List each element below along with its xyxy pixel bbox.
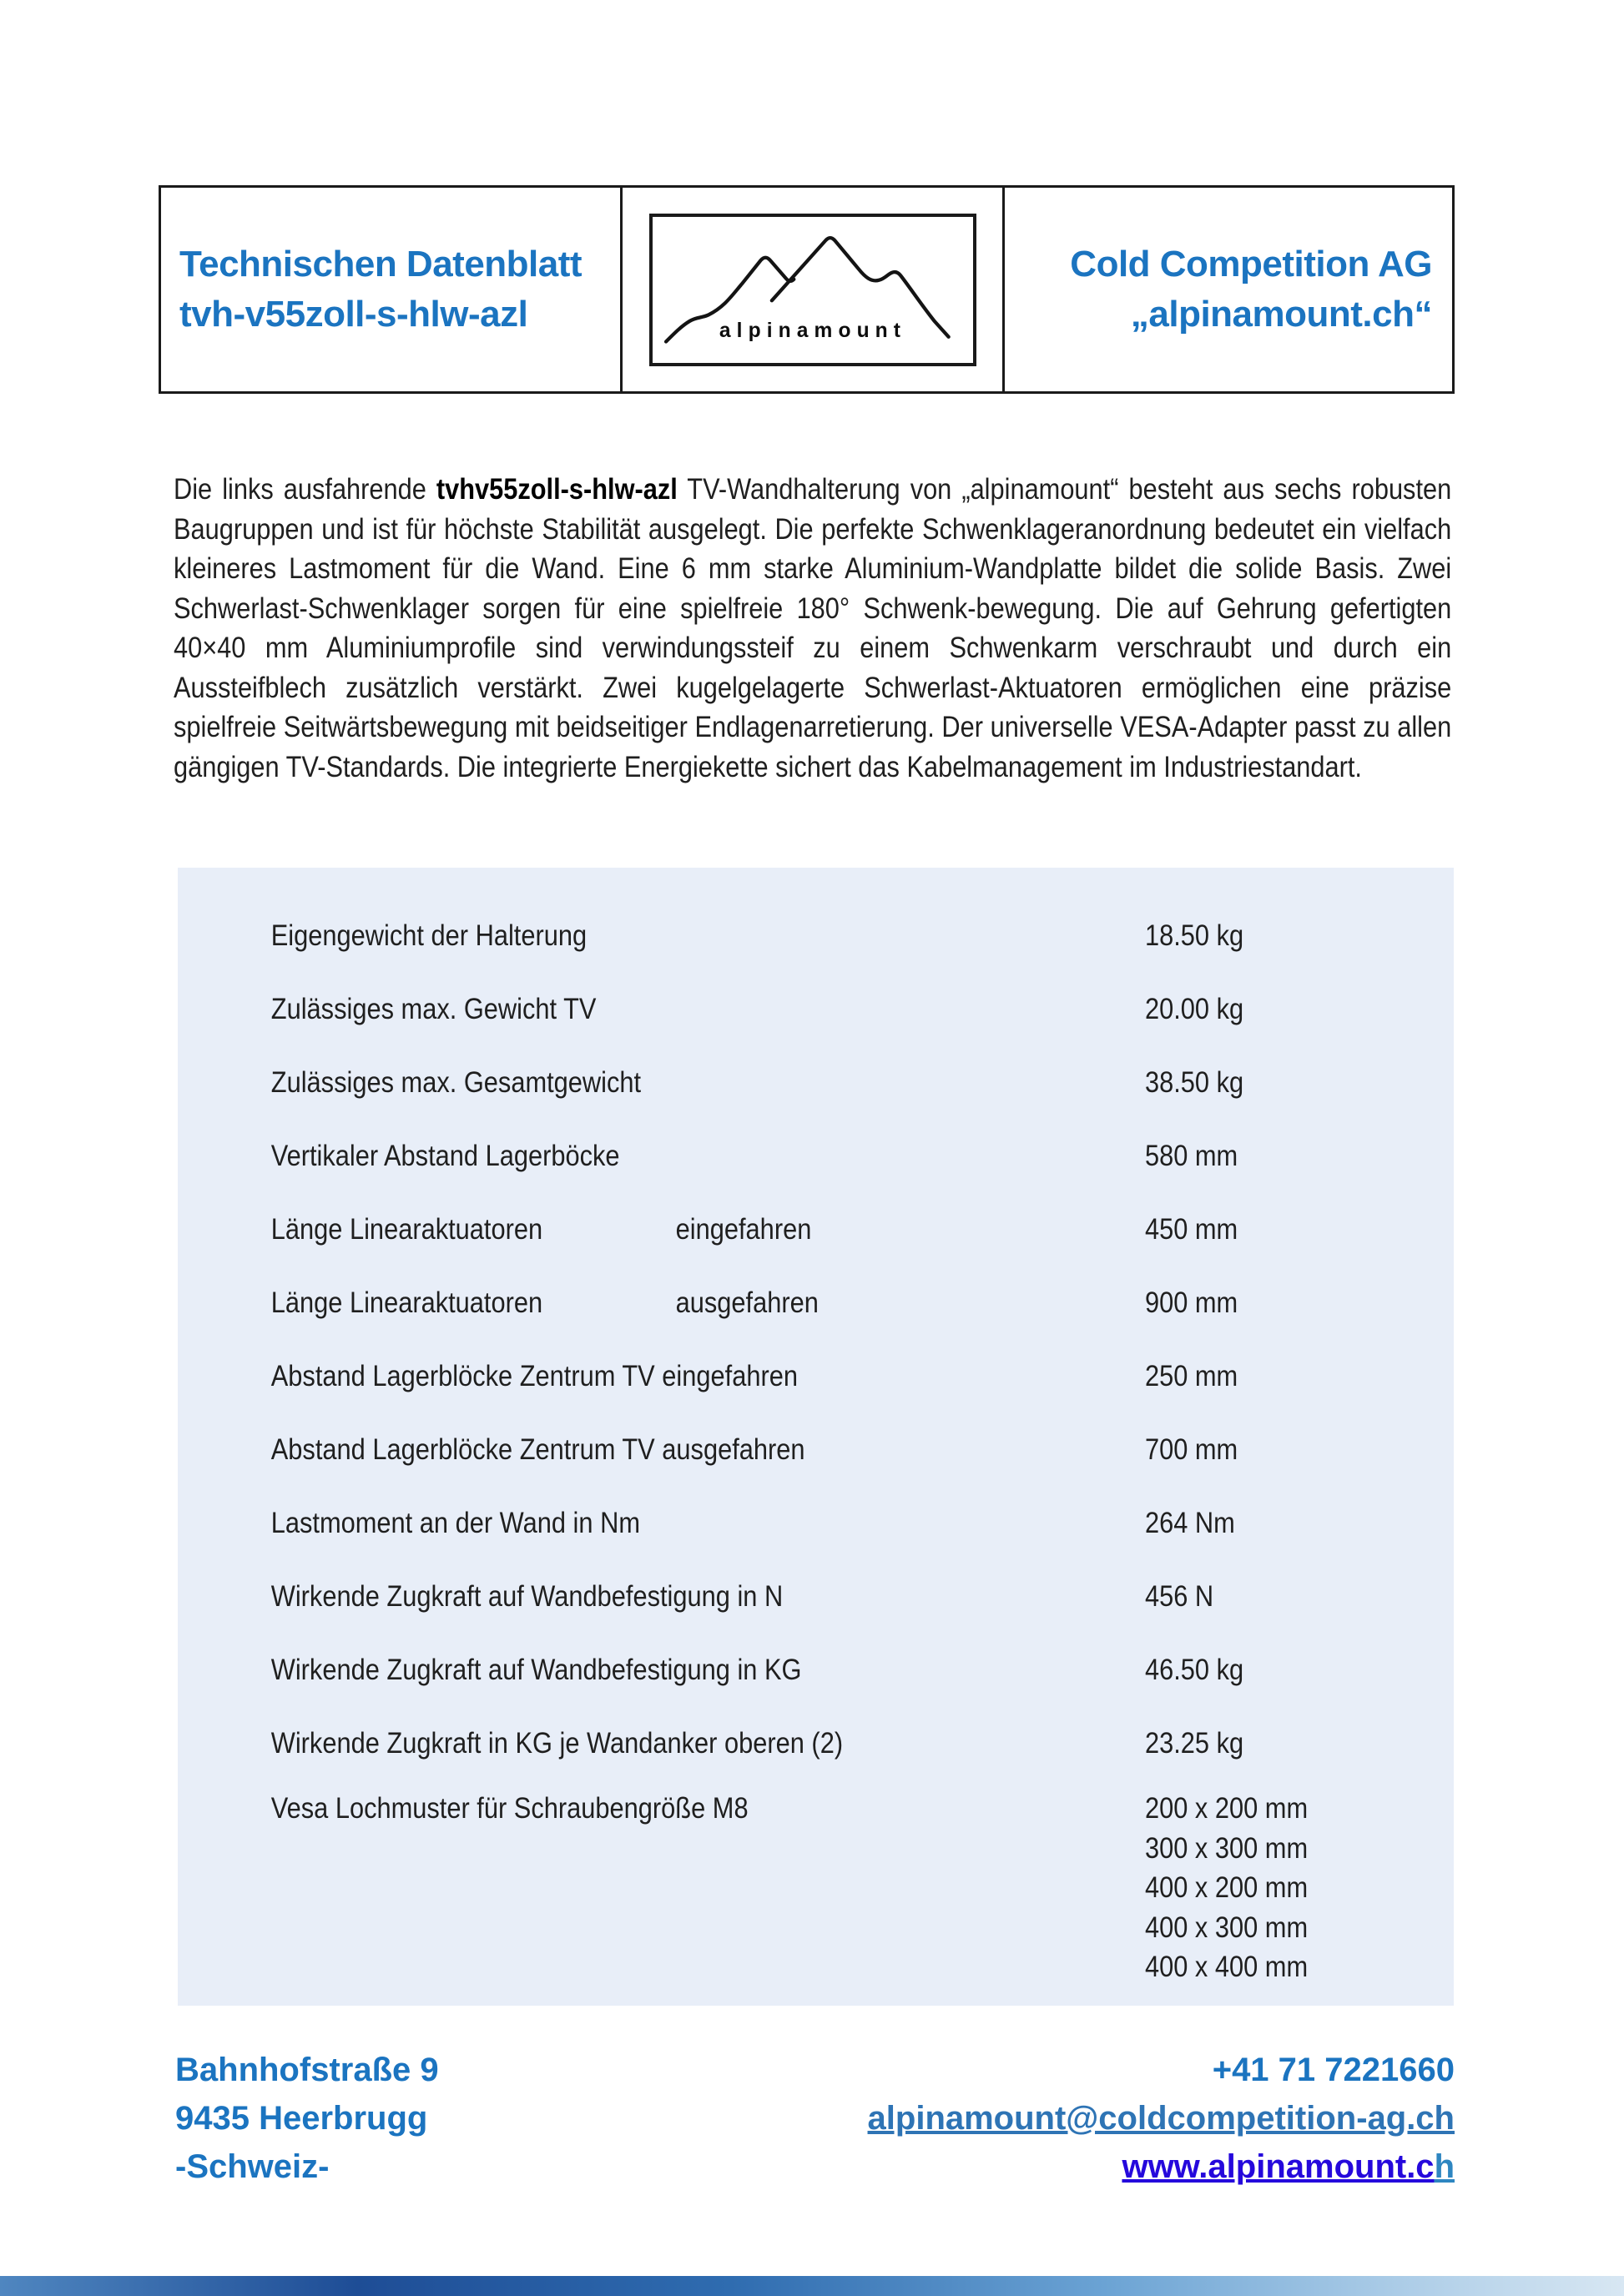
table-row bbox=[178, 1487, 1454, 1560]
spec-label: Zulässiges max. Gewicht TV bbox=[270, 993, 597, 1025]
logo-wordmark: alpinamount bbox=[719, 319, 906, 342]
document-title-line1: Technischen Datenblatt bbox=[179, 244, 583, 284]
spec-label: Wirkende Zugkraft in KG je Wandanker oberen (2) bbox=[270, 1727, 844, 1760]
header-title-cell bbox=[161, 188, 623, 391]
vesa-size: 400 x 200 mm bbox=[1144, 1871, 1309, 1904]
product-model: tvhv55zoll-s-hlw-azl bbox=[436, 473, 678, 506]
table-row bbox=[178, 1340, 1454, 1413]
spec-sublabel: eingefahren bbox=[675, 1213, 812, 1246]
spec-label: Lastmoment an der Wand in Nm bbox=[270, 1507, 640, 1539]
website-link-tail[interactable]: h bbox=[1434, 2148, 1455, 2185]
spec-label: Wirkende Zugkraft auf Wandbefestigung in N bbox=[270, 1580, 784, 1613]
spec-value: 20.00 kg bbox=[1144, 993, 1244, 1025]
website-link[interactable] bbox=[868, 2142, 1455, 2191]
table-row bbox=[178, 1634, 1454, 1707]
spec-value: 700 mm bbox=[1144, 1433, 1238, 1466]
spec-label: Abstand Lagerblöcke Zentrum TV ausgefahren bbox=[270, 1433, 805, 1466]
spec-value: 18.50 kg bbox=[1144, 919, 1244, 952]
header-box bbox=[159, 185, 1455, 394]
table-row-vesa bbox=[178, 1780, 1454, 1983]
document-title-line2: tvh-v55zoll-s-hlw-azl bbox=[179, 294, 528, 335]
company-title bbox=[1070, 239, 1432, 340]
table-row bbox=[178, 1120, 1454, 1193]
company-name: Cold Competition AG bbox=[1070, 244, 1432, 284]
spec-value: 900 mm bbox=[1144, 1286, 1238, 1319]
company-domain: „alpinamount.ch“ bbox=[1130, 294, 1432, 335]
spec-value-list bbox=[1145, 1789, 1308, 1987]
spec-value: 46.50 kg bbox=[1144, 1654, 1244, 1686]
table-row bbox=[178, 1193, 1454, 1266]
spec-label: Abstand Lagerblöcke Zentrum TV eingefahren bbox=[270, 1360, 798, 1392]
address-street: Bahnhofstraße 9 bbox=[175, 2052, 439, 2088]
website-link-main[interactable]: www.alpinamount.c bbox=[1122, 2148, 1435, 2185]
address-country: -Schweiz- bbox=[175, 2148, 330, 2185]
table-row bbox=[178, 1046, 1454, 1120]
email-link[interactable]: alpinamount@coldcompetition-ag.ch bbox=[867, 2100, 1455, 2137]
document-title bbox=[179, 239, 582, 340]
product-description bbox=[174, 470, 1451, 787]
table-row bbox=[178, 1560, 1454, 1634]
spec-value: 580 mm bbox=[1144, 1140, 1238, 1172]
spec-value: 38.50 kg bbox=[1144, 1066, 1244, 1099]
spec-label: Länge Linearaktuatoren bbox=[270, 1213, 543, 1246]
spec-value: 450 mm bbox=[1144, 1213, 1238, 1246]
spec-label: Länge Linearaktuatoren bbox=[270, 1286, 543, 1319]
footer-accent-bar bbox=[0, 2276, 1624, 2296]
spec-label: Zulässiges max. Gesamtgewicht bbox=[270, 1066, 642, 1099]
header-company-cell bbox=[1005, 188, 1452, 391]
spec-value: 456 N bbox=[1144, 1580, 1214, 1613]
spec-label: Vesa Lochmuster für Schraubengröße M8 bbox=[270, 1792, 749, 1825]
table-row bbox=[178, 973, 1454, 1046]
spec-table bbox=[178, 868, 1454, 1983]
spec-sublabel: ausgefahren bbox=[675, 1286, 819, 1319]
table-row bbox=[178, 1266, 1454, 1340]
description-lead: Die links ausfahrende bbox=[174, 473, 436, 506]
vesa-size: 400 x 300 mm bbox=[1144, 1911, 1309, 1944]
table-row bbox=[178, 1707, 1454, 1780]
spec-value: 23.25 kg bbox=[1144, 1727, 1244, 1760]
vesa-size: 300 x 300 mm bbox=[1144, 1831, 1309, 1865]
table-row bbox=[178, 899, 1454, 973]
header-logo-cell bbox=[623, 188, 1005, 391]
spec-value: 250 mm bbox=[1144, 1360, 1238, 1392]
spec-label: Wirkende Zugkraft auf Wandbefestigung in KG bbox=[270, 1654, 802, 1686]
footer-contact bbox=[868, 2046, 1455, 2191]
alpinamount-logo bbox=[649, 214, 976, 366]
spec-value: 264 Nm bbox=[1144, 1507, 1235, 1539]
mountain-logo-icon bbox=[653, 217, 973, 363]
address-city: 9435 Heerbrugg bbox=[175, 2100, 428, 2137]
phone-number: +41 71 7221660 bbox=[1212, 2052, 1455, 2088]
table-row bbox=[178, 1413, 1454, 1487]
spec-label: Vertikaler Abstand Lagerböcke bbox=[270, 1140, 620, 1172]
vesa-size: 200 x 200 mm bbox=[1144, 1792, 1309, 1825]
vesa-size: 400 x 400 mm bbox=[1144, 1951, 1309, 1983]
description-rest: TV-Wandhalterung von „alpinamount“ besteht aus sechs robusten Baugruppen und ist für höchste Stabilität ausgelegt. Die perfekte Schwenklageranordnung bedeutet ein vielfach kleineres Lastmoment für die Wand. Eine 6 mm starke Aluminium-Wandplatte bildet die solide Basis. Zwei Schwerlast-Schwenklager sorgen für eine spielfreie 180° Schwenk-bewegung. Die auf Gehrung gefertigten 40×40 mm Aluminiumprofile sind verwindungssteif zu einem Schwenkarm verschraubt und durch ein Aussteifblech zusätzlich verstärkt. Zwei kugelgelagerte Schwerlast-Aktuatoren ermöglichen eine präzise spielfreie Seitwärtsbewegung mit beidseitiger Endlagenarretierung. Der universelle VESA-Adapter passt zu allen gängigen TV-Standards. Die integrierte Energiekette sichert das Kabelmanagement im Industriestandart. bbox=[174, 473, 1452, 783]
footer-address bbox=[175, 2046, 439, 2191]
spec-table-panel bbox=[178, 868, 1454, 2006]
spec-label: Eigengewicht der Halterung bbox=[270, 919, 588, 952]
